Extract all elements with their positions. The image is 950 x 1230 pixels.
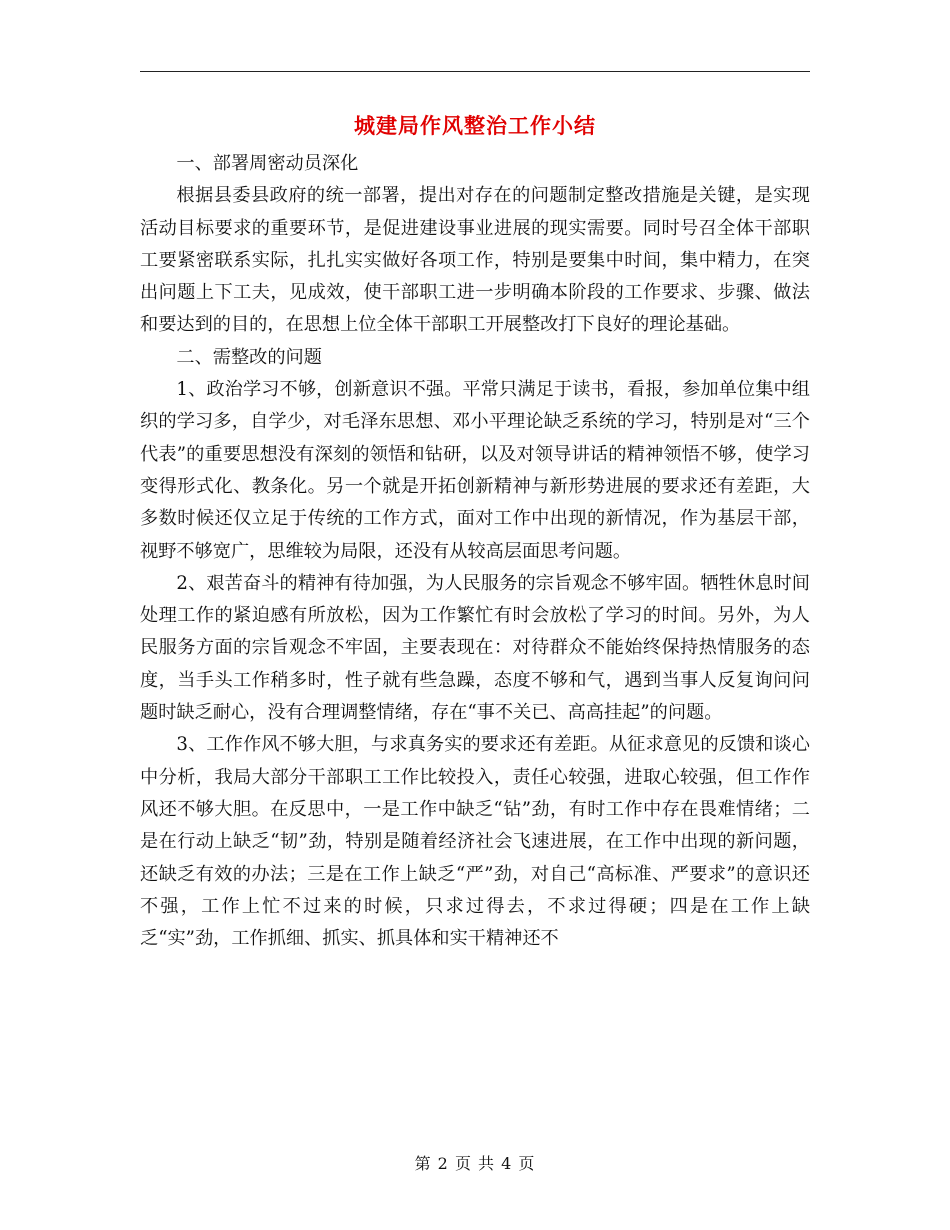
page-number-footer: 第 2 页 共 4 页	[414, 1154, 536, 1173]
section-heading-1: 一、部署周密动员深化	[176, 153, 359, 174]
header-rule	[140, 71, 810, 72]
document-body	[140, 148, 810, 955]
paragraph-4: 3、工作作风不够大胆，与求真务实的要求还有差距。从征求意见的反馈和谈心中分析，我局大部分干部职工工作比较投入，责任心较强，进取心较强，但工作作风还不够大胆。在反思中，一是工作中缺乏“钻”劲，有时工作中存在畏难情绪；二是在行动上缺乏“韧”劲，特别是随着经济社会飞速进展，在工作中出现的新问题，还缺乏有效的办法；三是在工作上缺乏“严”劲，对自己“高标准、严要求”的意识还不强，工作上忙不过来的时候，只求过得去，不求过得硬；四是在工作上缺乏“实”劲，工作抓细、抓实、抓具体和实干精神还不	[140, 734, 810, 950]
paragraph-1: 根据县委县政府的统一部署，提出对存在的问题制定整改措施是关键，是实现活动目标要求的重要环节，是促进建设事业进展的现实需要。同时号召全体干部职工要紧密联系实际，扎扎实实做好各项工作，特别是要集中时间，集中精力，在突出问题上下工夫，见成效，使干部职工进一步明确本阶段的工作要求、步骤、做法和要达到的目的，在思想上位全体干部职工开展整改打下良好的理论基础。	[140, 185, 810, 336]
section-heading-2: 二、需整改的问题	[176, 346, 322, 368]
paragraph-2: 1、政治学习不够，创新意识不强。平常只满足于读书，看报，参加单位集中组织的学习多，自学少，对毛泽东思想、邓小平理论缺乏系统的学习，特别是对“三个代表”的重要思想没有深刻的领悟和钻研，以及对领导讲话的精神领悟不够，使学习变得形式化、教条化。另一个就是开拓创新精神与新形势进展的要求还有差距，大多数时候还仅立足于传统的工作方式，面对工作中出现的新情况，作为基层干部，视野不够宽广，思维较为局限，还没有从较高层面思考问题。	[140, 379, 810, 562]
document-title: 城建局作风整治工作小结	[354, 113, 596, 138]
paragraph-3: 2、艰苦奋斗的精神有待加强，为人民服务的宗旨观念不够牢固。牺牲休息时间处理工作的紧迫感有所放松，因为工作繁忙有时会放松了学习的时间。另外，为人民服务方面的宗旨观念不牢固，主要表现在：对待群众不能始终保持热情服务的态度，当手头工作稍多时，性子就有些急躁，态度不够和气，遇到当事人反复询问问题时缺乏耐心，没有合理调整情绪，存在“事不关已、高高挂起”的问题。	[140, 572, 810, 724]
